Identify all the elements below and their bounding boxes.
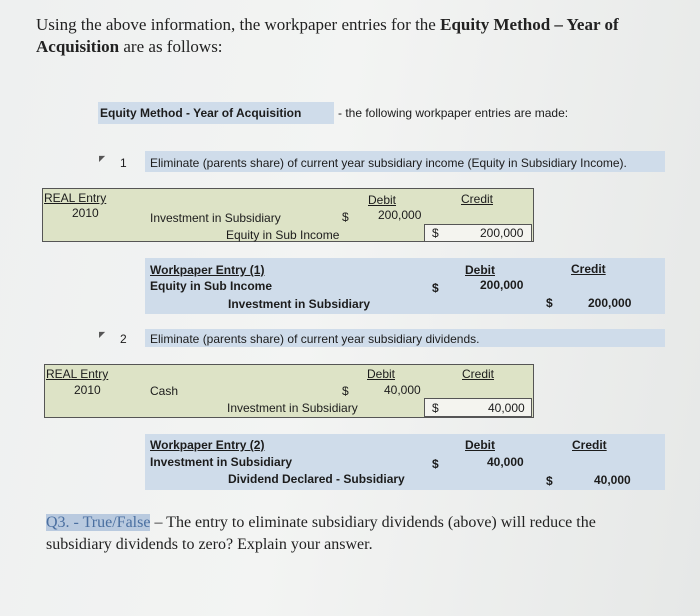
section-1-description: Eliminate (parents share) of current year subsidiary income (Equity in Subsidiary Income). (150, 156, 627, 170)
real-entry-1-debit-account: Investment in Subsidiary (150, 211, 281, 225)
intro-line-1 (36, 14, 619, 36)
intro-line-1-bold: Equity Method – Year of (440, 15, 619, 34)
workpaper-entry-1-credit-dollar: $ (546, 296, 553, 310)
question-line-1 (46, 512, 596, 534)
workpaper-entry-2-credit-amount: 40,000 (594, 473, 631, 487)
workpaper-entry-1-credit-header: Credit (571, 262, 606, 276)
real-entry-1-debit-header: Debit (368, 193, 397, 207)
intro-line-2-suffix: are as follows: (119, 37, 223, 56)
workpaper-entry-1-debit-account: Equity in Sub Income (150, 279, 273, 293)
section-1-number: 1 (120, 156, 127, 170)
marker-triangle-icon: ◤ (99, 330, 106, 339)
workpaper-entry-2-debit-header: Debit (465, 438, 495, 452)
workpaper-entry-2-credit-header: Credit (572, 438, 607, 452)
real-entry-2-debit-account: Cash (150, 384, 179, 398)
workpaper-entry-2-debit-account: Investment in Subsidiary (150, 455, 293, 469)
real-entry-2-debit-header: Debit (367, 367, 396, 381)
intro-paragraph (36, 14, 619, 58)
intro-line-2 (36, 36, 619, 58)
real-entry-2-credit-amount: 40,000 (488, 401, 525, 415)
real-entry-1-label: REAL Entry (44, 191, 107, 205)
workpaper-entry-1-debit-dollar: $ (432, 281, 439, 295)
real-entry-1-credit-header: Credit (461, 192, 494, 206)
marker-triangle-icon: ◤ (99, 154, 106, 163)
question-text-line-1: – The entry to eliminate subsidiary dividends (above) will reduce the (150, 514, 596, 531)
sheet-title: Equity Method - Year of Acquisition (100, 106, 302, 120)
workpaper-entry-1-credit-account: Investment in Subsidiary (228, 297, 371, 311)
real-entry-2-credit-account: Investment in Subsidiary (227, 401, 358, 415)
intro-line-1-prefix: Using the above information, the workpaper entries for the (36, 15, 441, 34)
workpaper-entry-1-credit-amount: 200,000 (588, 296, 632, 310)
workpaper-entry-2-label: Workpaper Entry (2) (150, 438, 265, 452)
real-entry-2-label: REAL Entry (46, 367, 109, 381)
workpaper-entry-2-debit-dollar: $ (432, 457, 439, 471)
workpaper-entry-1-label: Workpaper Entry (1) (150, 263, 265, 277)
real-entry-1-credit-account: Equity in Sub Income (226, 228, 340, 242)
workpaper-entry-1-debit-header: Debit (465, 263, 495, 277)
real-entry-1-credit-dollar: $ (432, 226, 439, 240)
real-entry-2-debit-amount: 40,000 (384, 383, 421, 397)
section-2-description: Eliminate (parents share) of current year subsidiary dividends. (150, 332, 480, 346)
real-entry-1-debit-dollar: $ (342, 210, 349, 224)
workpaper-entry-2-credit-dollar: $ (546, 474, 553, 488)
question-paragraph (46, 512, 596, 556)
question-text-line-2: subsidiary dividends to zero? Explain your answer. (46, 536, 373, 553)
real-entry-2-credit-dollar: $ (432, 401, 439, 415)
sheet-subtitle: - the following workpaper entries are made: (338, 106, 569, 120)
real-entry-1-credit-amount: 200,000 (480, 226, 524, 240)
workpaper-entry-1-debit-amount: 200,000 (480, 278, 524, 292)
workpaper-entry-2-debit-amount: 40,000 (487, 455, 524, 469)
real-entry-2-credit-header: Credit (462, 367, 495, 381)
workpaper-entry-2-credit-account: Dividend Declared - Subsidiary (228, 472, 405, 486)
section-2-number: 2 (120, 332, 127, 346)
question-label-highlight: Q3. - True/False (46, 514, 151, 531)
real-entry-1-year: 2010 (72, 206, 99, 220)
intro-line-2-bold: Acquisition (36, 37, 120, 56)
real-entry-2-debit-dollar: $ (342, 384, 349, 398)
real-entry-1-debit-amount: 200,000 (378, 208, 422, 222)
real-entry-2-year: 2010 (74, 383, 101, 397)
